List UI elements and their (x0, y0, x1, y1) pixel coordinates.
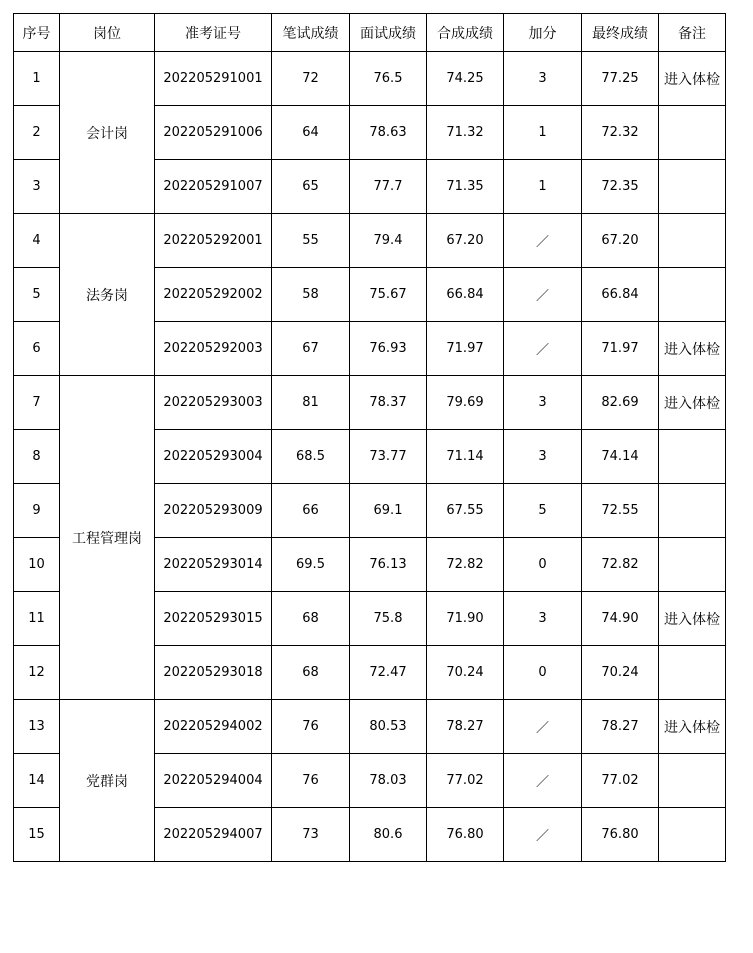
cell-written-score: 73 (272, 808, 350, 862)
cell-written-score: 76 (272, 754, 350, 808)
cell-exam-id: 202205292003 (155, 322, 272, 376)
cell-exam-id: 202205293004 (155, 430, 272, 484)
cell-position: 党群岗 (60, 700, 155, 862)
cell-bonus: ／ (504, 754, 582, 808)
cell-written-score: 67 (272, 322, 350, 376)
cell-final-score: 77.02 (582, 754, 659, 808)
cell-note: 进入体检 (659, 322, 726, 376)
cell-no: 15 (14, 808, 60, 862)
cell-combined-score: 72.82 (427, 538, 504, 592)
cell-no: 14 (14, 754, 60, 808)
cell-interview-score: 78.37 (350, 376, 427, 430)
cell-combined-score: 70.24 (427, 646, 504, 700)
cell-combined-score: 76.80 (427, 808, 504, 862)
cell-exam-id: 202205291007 (155, 160, 272, 214)
cell-final-score: 67.20 (582, 214, 659, 268)
cell-no: 7 (14, 376, 60, 430)
cell-combined-score: 79.69 (427, 376, 504, 430)
cell-written-score: 55 (272, 214, 350, 268)
cell-final-score: 72.55 (582, 484, 659, 538)
cell-note (659, 268, 726, 322)
cell-note (659, 484, 726, 538)
cell-bonus: 5 (504, 484, 582, 538)
cell-interview-score: 75.8 (350, 592, 427, 646)
cell-note (659, 214, 726, 268)
cell-exam-id: 202205292002 (155, 268, 272, 322)
cell-interview-score: 78.03 (350, 754, 427, 808)
cell-note (659, 160, 726, 214)
header-row (14, 14, 726, 52)
cell-note: 进入体检 (659, 376, 726, 430)
cell-bonus: ／ (504, 322, 582, 376)
cell-written-score: 68 (272, 592, 350, 646)
cell-exam-id: 202205291006 (155, 106, 272, 160)
cell-position: 会计岗 (60, 52, 155, 214)
cell-note (659, 106, 726, 160)
cell-written-score: 68 (272, 646, 350, 700)
score-table (13, 13, 726, 862)
cell-note (659, 538, 726, 592)
cell-combined-score: 67.20 (427, 214, 504, 268)
header-bonus: 加分 (504, 14, 582, 52)
cell-written-score: 65 (272, 160, 350, 214)
table-row (14, 52, 726, 106)
cell-combined-score: 71.35 (427, 160, 504, 214)
cell-interview-score: 79.4 (350, 214, 427, 268)
cell-no: 8 (14, 430, 60, 484)
table-row (14, 700, 726, 754)
cell-exam-id: 202205293015 (155, 592, 272, 646)
header-combined-score: 合成成绩 (427, 14, 504, 52)
cell-interview-score: 78.63 (350, 106, 427, 160)
cell-exam-id: 202205293009 (155, 484, 272, 538)
cell-exam-id: 202205291001 (155, 52, 272, 106)
cell-interview-score: 72.47 (350, 646, 427, 700)
header-final-score: 最终成绩 (582, 14, 659, 52)
cell-position: 工程管理岗 (60, 376, 155, 700)
cell-interview-score: 76.13 (350, 538, 427, 592)
cell-bonus: 3 (504, 430, 582, 484)
cell-combined-score: 67.55 (427, 484, 504, 538)
cell-final-score: 78.27 (582, 700, 659, 754)
cell-position: 法务岗 (60, 214, 155, 376)
cell-combined-score: 77.02 (427, 754, 504, 808)
cell-exam-id: 202205294004 (155, 754, 272, 808)
cell-note (659, 754, 726, 808)
header-position: 岗位 (60, 14, 155, 52)
cell-final-score: 77.25 (582, 52, 659, 106)
cell-combined-score: 66.84 (427, 268, 504, 322)
cell-written-score: 66 (272, 484, 350, 538)
cell-interview-score: 80.6 (350, 808, 427, 862)
cell-no: 4 (14, 214, 60, 268)
cell-bonus: ／ (504, 808, 582, 862)
cell-interview-score: 76.5 (350, 52, 427, 106)
cell-bonus: 3 (504, 592, 582, 646)
cell-exam-id: 202205292001 (155, 214, 272, 268)
cell-final-score: 72.35 (582, 160, 659, 214)
cell-no: 2 (14, 106, 60, 160)
cell-note (659, 646, 726, 700)
cell-no: 5 (14, 268, 60, 322)
cell-bonus: 1 (504, 106, 582, 160)
cell-combined-score: 78.27 (427, 700, 504, 754)
table-row (14, 214, 726, 268)
cell-interview-score: 80.53 (350, 700, 427, 754)
cell-no: 1 (14, 52, 60, 106)
cell-combined-score: 71.14 (427, 430, 504, 484)
cell-bonus: 3 (504, 376, 582, 430)
cell-final-score: 72.32 (582, 106, 659, 160)
cell-note (659, 430, 726, 484)
cell-combined-score: 71.90 (427, 592, 504, 646)
cell-exam-id: 202205294002 (155, 700, 272, 754)
cell-written-score: 64 (272, 106, 350, 160)
cell-exam-id: 202205294007 (155, 808, 272, 862)
cell-final-score: 66.84 (582, 268, 659, 322)
cell-bonus: ／ (504, 700, 582, 754)
cell-interview-score: 76.93 (350, 322, 427, 376)
cell-no: 9 (14, 484, 60, 538)
cell-note: 进入体检 (659, 592, 726, 646)
cell-written-score: 72 (272, 52, 350, 106)
cell-no: 11 (14, 592, 60, 646)
header-written-score: 笔试成绩 (272, 14, 350, 52)
cell-bonus: 3 (504, 52, 582, 106)
cell-exam-id: 202205293018 (155, 646, 272, 700)
cell-final-score: 72.82 (582, 538, 659, 592)
cell-written-score: 81 (272, 376, 350, 430)
cell-note: 进入体检 (659, 52, 726, 106)
cell-interview-score: 73.77 (350, 430, 427, 484)
cell-bonus: 1 (504, 160, 582, 214)
table-body (14, 52, 726, 862)
cell-final-score: 76.80 (582, 808, 659, 862)
cell-final-score: 71.97 (582, 322, 659, 376)
cell-no: 13 (14, 700, 60, 754)
cell-no: 12 (14, 646, 60, 700)
cell-exam-id: 202205293003 (155, 376, 272, 430)
cell-note: 进入体检 (659, 700, 726, 754)
cell-final-score: 82.69 (582, 376, 659, 430)
cell-written-score: 76 (272, 700, 350, 754)
cell-combined-score: 71.32 (427, 106, 504, 160)
header-interview-score: 面试成绩 (350, 14, 427, 52)
header-no: 序号 (14, 14, 60, 52)
cell-bonus: 0 (504, 538, 582, 592)
cell-written-score: 58 (272, 268, 350, 322)
cell-no: 6 (14, 322, 60, 376)
cell-no: 10 (14, 538, 60, 592)
cell-combined-score: 71.97 (427, 322, 504, 376)
header-note: 备注 (659, 14, 726, 52)
cell-bonus: ／ (504, 268, 582, 322)
cell-final-score: 70.24 (582, 646, 659, 700)
header-exam-id: 准考证号 (155, 14, 272, 52)
cell-note (659, 808, 726, 862)
cell-bonus: ／ (504, 214, 582, 268)
cell-exam-id: 202205293014 (155, 538, 272, 592)
cell-interview-score: 75.67 (350, 268, 427, 322)
cell-written-score: 69.5 (272, 538, 350, 592)
cell-written-score: 68.5 (272, 430, 350, 484)
cell-interview-score: 69.1 (350, 484, 427, 538)
cell-no: 3 (14, 160, 60, 214)
cell-bonus: 0 (504, 646, 582, 700)
table-row (14, 376, 726, 430)
cell-interview-score: 77.7 (350, 160, 427, 214)
cell-combined-score: 74.25 (427, 52, 504, 106)
cell-final-score: 74.90 (582, 592, 659, 646)
cell-final-score: 74.14 (582, 430, 659, 484)
